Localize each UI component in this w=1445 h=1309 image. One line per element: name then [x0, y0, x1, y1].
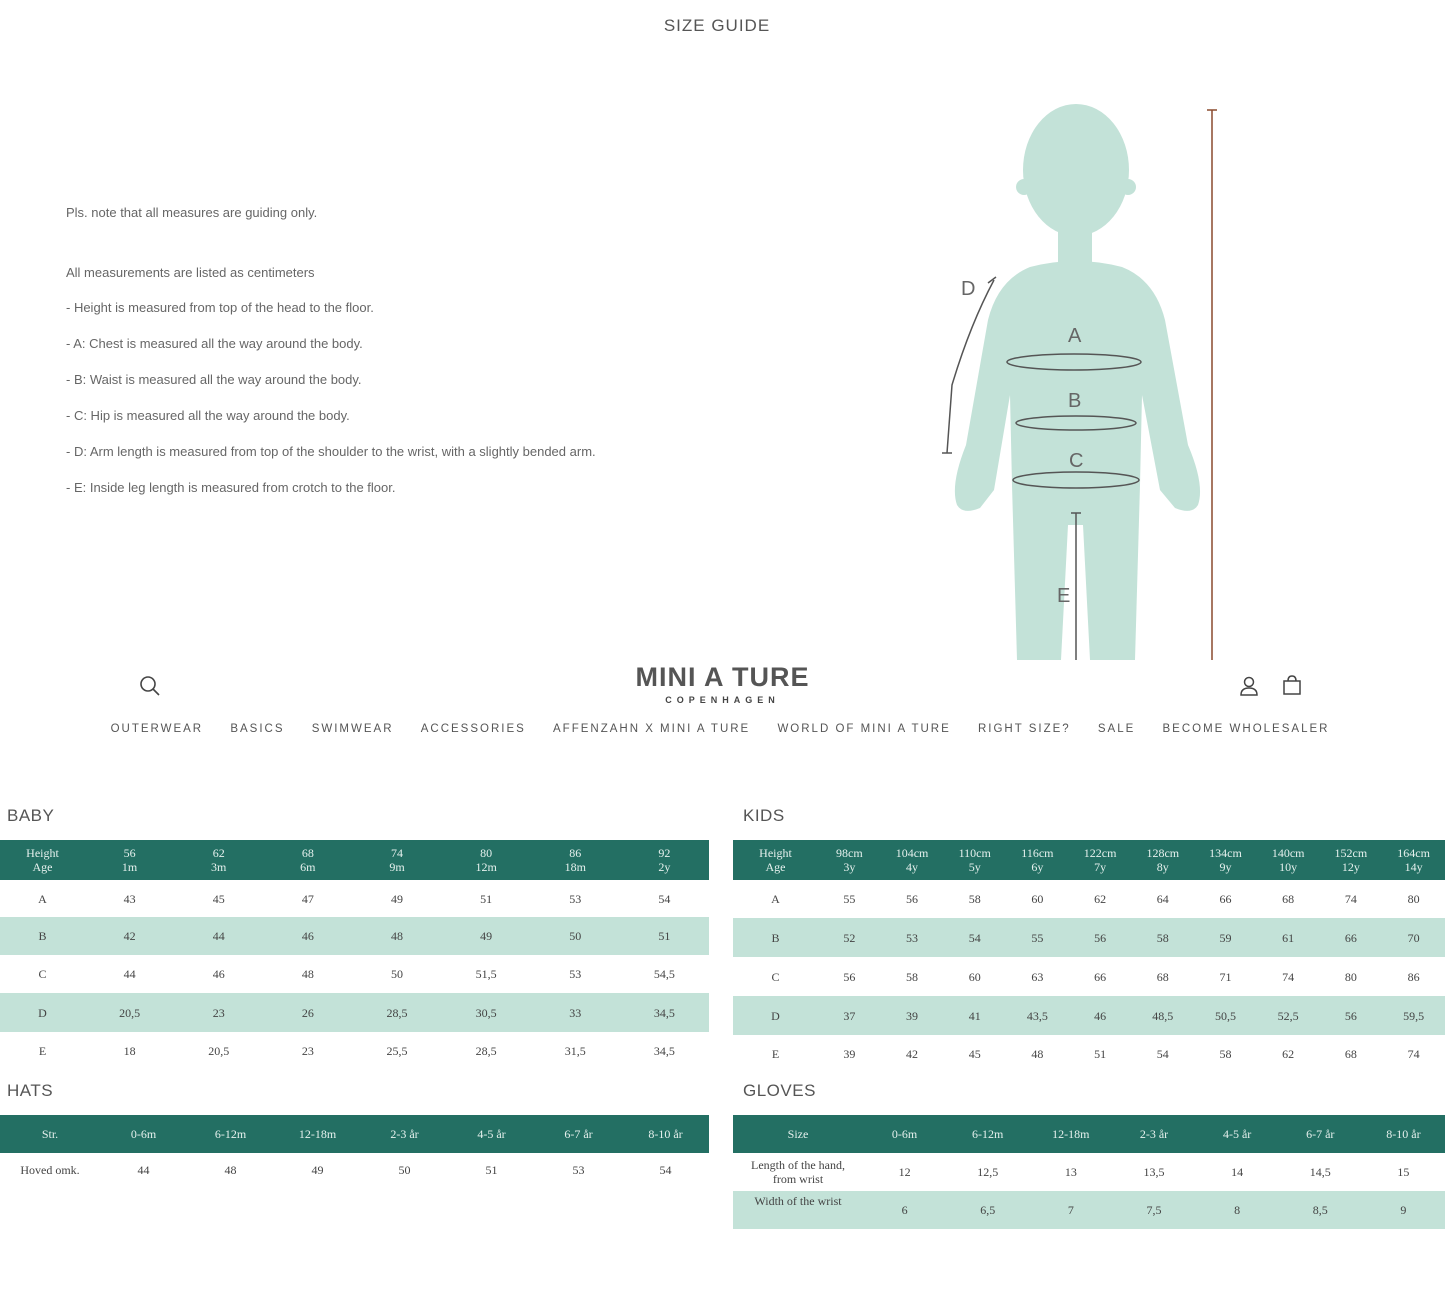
- page-title: SIZE GUIDE: [663, 16, 771, 35]
- header-cell: 12-18m: [1029, 1115, 1112, 1153]
- header-cell: 8-10 år: [622, 1115, 709, 1153]
- cell: 42: [85, 917, 174, 955]
- table-row: [0, 880, 709, 917]
- cell: 50: [531, 917, 620, 955]
- header-cell: 116cm 6y: [1006, 840, 1069, 880]
- label-a: A: [1068, 325, 1082, 347]
- cell: 59: [1194, 918, 1257, 957]
- label-e: E: [1057, 585, 1071, 607]
- cell: 12,5: [977, 1165, 999, 1179]
- cell: 45: [968, 1047, 981, 1061]
- cell: 54: [943, 918, 1006, 957]
- cell: 51: [485, 1163, 498, 1177]
- cell: 59,5: [1382, 996, 1445, 1035]
- cell: 55: [1006, 918, 1069, 957]
- body-measurement-figure: [930, 95, 1250, 665]
- note-waist: - B: Waist is measured all the way around the body.: [66, 372, 362, 387]
- header-cell: 68 6m: [263, 840, 352, 880]
- header-cell: 134cm 9y: [1194, 840, 1257, 880]
- cell: 45: [212, 891, 225, 906]
- cell: 66: [1320, 918, 1383, 957]
- cell: 47: [301, 891, 314, 906]
- cell: Hoved omk.: [20, 1163, 80, 1177]
- user-icon[interactable]: [1238, 675, 1260, 697]
- hats-title: HATS: [7, 1081, 54, 1100]
- baby-title: BABY: [7, 806, 55, 825]
- cell: 42: [906, 1047, 919, 1061]
- cell: 58: [906, 969, 919, 984]
- label-d: D: [961, 278, 976, 300]
- cell: 43: [123, 891, 136, 906]
- header-cell: 56 1m: [85, 840, 174, 880]
- header-cell: Height Age: [0, 840, 85, 880]
- table-row: [733, 1035, 1445, 1073]
- cell: 30,5: [442, 993, 531, 1032]
- cell: 63: [1031, 969, 1044, 984]
- table-row: [0, 917, 709, 955]
- cell: 52: [818, 918, 881, 957]
- cell: 51: [480, 891, 493, 906]
- brand-sub: COPENHAGEN: [665, 695, 780, 705]
- cell: 54: [658, 891, 671, 906]
- nav-basics[interactable]: BASICS: [230, 723, 285, 735]
- site-header: [0, 660, 1434, 752]
- cell: 58: [968, 892, 981, 906]
- cell: 48: [301, 967, 314, 981]
- cell: 58: [1131, 918, 1194, 957]
- table-header-row: [0, 1115, 709, 1153]
- cell: 71: [1219, 969, 1232, 984]
- cell: 34,5: [653, 1044, 675, 1058]
- table-row: [0, 993, 709, 1032]
- cell: 56: [906, 892, 919, 906]
- cell: B: [0, 917, 85, 955]
- table-row: [733, 918, 1445, 957]
- header-cell: 8-10 år: [1362, 1115, 1445, 1153]
- table-header-row: [0, 840, 709, 880]
- header-cell: 98cm 3y: [818, 840, 881, 880]
- cell: 7,5: [1112, 1191, 1195, 1229]
- cell: 39: [881, 996, 944, 1035]
- cell: 68: [1344, 1047, 1357, 1061]
- cell: 20,5: [208, 1044, 230, 1058]
- note-arm: - D: Arm length is measured from top of the shoulder to the wrist, with a slightly bended arm.: [66, 444, 596, 459]
- cell: 60: [968, 969, 981, 984]
- header-cell: 104cm 4y: [881, 840, 944, 880]
- nav-sale[interactable]: SALE: [1097, 723, 1136, 735]
- table-row: [733, 1191, 1445, 1229]
- cell: 44: [137, 1163, 150, 1177]
- cell: 52,5: [1257, 996, 1320, 1035]
- nav-affenzahn[interactable]: AFFENZAHN X MINI A TURE: [553, 723, 751, 735]
- cell: 62: [1282, 1047, 1295, 1061]
- header-cell: 0-6m: [863, 1115, 946, 1153]
- cell: 55: [843, 892, 856, 906]
- cell: A: [38, 891, 47, 906]
- cell: 6: [863, 1191, 946, 1229]
- cell: 6,5: [946, 1191, 1029, 1229]
- cell: 28,5: [352, 993, 441, 1032]
- cell: 25,5: [386, 1044, 408, 1058]
- cell: Width of the wrist: [733, 1191, 863, 1229]
- header-cell: 4-5 år: [1196, 1115, 1279, 1153]
- cell: 58: [1219, 1047, 1232, 1061]
- header-cell: 2-3 år: [361, 1115, 448, 1153]
- table-row: [733, 957, 1445, 996]
- header-cell: 0-6m: [100, 1115, 187, 1153]
- cell: 41: [943, 996, 1006, 1035]
- header-cell: 164cm 14y: [1382, 840, 1445, 880]
- cell: C: [771, 969, 780, 984]
- header-cell: 92 2y: [620, 840, 709, 880]
- cell: 68: [1156, 969, 1169, 984]
- cell: 13,5: [1143, 1165, 1165, 1179]
- cell: 26: [263, 993, 352, 1032]
- cell: 80: [1344, 969, 1357, 984]
- header-cell: 2-3 år: [1112, 1115, 1195, 1153]
- header-cell: 128cm 8y: [1131, 840, 1194, 880]
- cell: 60: [1031, 892, 1044, 906]
- header-cell: 152cm 12y: [1320, 840, 1383, 880]
- table-header-row: [733, 1115, 1445, 1153]
- gloves-size-table: [733, 1115, 1445, 1229]
- cell: 48: [1031, 1047, 1044, 1061]
- note-guiding: Pls. note that all measures are guiding only.: [66, 205, 318, 220]
- header-cell: 62 3m: [174, 840, 263, 880]
- cell: D: [733, 996, 818, 1035]
- header-cell: 122cm 7y: [1069, 840, 1132, 880]
- cell: 56: [843, 969, 856, 984]
- header-cell: 74 9m: [352, 840, 441, 880]
- cell: 13: [1064, 1165, 1077, 1179]
- label-c: C: [1069, 450, 1084, 472]
- nav-wholesaler[interactable]: BECOME WHOLESALER: [1162, 723, 1330, 735]
- cell: 56: [1320, 996, 1383, 1035]
- header-cell: 140cm 10y: [1257, 840, 1320, 880]
- cell: 50,5: [1194, 996, 1257, 1035]
- cell: 49: [442, 917, 531, 955]
- cell: 50: [390, 967, 403, 981]
- table-row: [733, 996, 1445, 1035]
- cell: 68: [1282, 892, 1295, 906]
- hats-size-table: [0, 1115, 709, 1187]
- cell: 23: [301, 1044, 314, 1058]
- header-cell: 6-12m: [946, 1115, 1029, 1153]
- cell: 14: [1231, 1165, 1244, 1179]
- cell: B: [733, 918, 818, 957]
- cell: 23: [174, 993, 263, 1032]
- cell: 7: [1029, 1191, 1112, 1229]
- table-header-row: [733, 840, 1445, 880]
- cell: 53: [569, 967, 582, 981]
- note-height: - Height is measured from top of the head to the floor.: [66, 300, 374, 315]
- cell: 70: [1382, 918, 1445, 957]
- cell: 74: [1282, 969, 1295, 984]
- cell: E: [38, 1044, 47, 1058]
- header-cell: 6-7 år: [535, 1115, 622, 1153]
- cell: 61: [1257, 918, 1320, 957]
- cell: Length of the hand, from wrist: [751, 1158, 845, 1186]
- cell: 15: [1397, 1165, 1410, 1179]
- cell: 66: [1094, 969, 1107, 984]
- cell: 74: [1407, 1047, 1420, 1061]
- cell: 51: [620, 917, 709, 955]
- cell: 53: [572, 1163, 585, 1177]
- cell: 31,5: [564, 1044, 586, 1058]
- cell: 64: [1156, 892, 1169, 906]
- header-cell: 6-12m: [187, 1115, 274, 1153]
- cell: 49: [311, 1163, 324, 1177]
- note-chest: - A: Chest is measured all the way around the body.: [66, 336, 363, 351]
- cell: 37: [818, 996, 881, 1035]
- cell: 56: [1069, 918, 1132, 957]
- shopping-bag-icon[interactable]: [1281, 674, 1303, 696]
- nav-swimwear[interactable]: SWIMWEAR: [311, 723, 394, 735]
- cell: 48: [224, 1163, 237, 1177]
- cell: 28,5: [475, 1044, 497, 1058]
- nav-world[interactable]: WORLD OF MINI A TURE: [777, 723, 951, 735]
- cell: 8: [1196, 1191, 1279, 1229]
- cell: 54,5: [653, 967, 675, 981]
- cell: 46: [263, 917, 352, 955]
- header-cell: 12-18m: [274, 1115, 361, 1153]
- header-cell: 80 12m: [442, 840, 531, 880]
- header-cell: 110cm 5y: [943, 840, 1006, 880]
- cell: C: [38, 967, 47, 981]
- cell: 46: [212, 967, 225, 981]
- cell: 50: [398, 1163, 411, 1177]
- brand-logo[interactable]: [0, 662, 1445, 705]
- table-row: [0, 955, 709, 993]
- note-hip: - C: Hip is measured all the way around the body.: [66, 408, 350, 423]
- table-row: [733, 880, 1445, 918]
- cell: 8,5: [1279, 1191, 1362, 1229]
- nav-right-size[interactable]: RIGHT SIZE?: [977, 723, 1071, 735]
- kids-size-table: [733, 840, 1445, 1073]
- cell: 53: [881, 918, 944, 957]
- cell: 53: [569, 891, 582, 906]
- cell: E: [771, 1047, 780, 1061]
- note-units: All measurements are listed as centimeters: [66, 265, 315, 280]
- table-row: [0, 1032, 709, 1070]
- cell: 48: [352, 917, 441, 955]
- header-cell: 86 18m: [531, 840, 620, 880]
- cell: 12: [898, 1165, 911, 1179]
- table-row: [733, 1153, 1445, 1191]
- cell: 39: [843, 1047, 856, 1061]
- cell: 48,5: [1131, 996, 1194, 1035]
- cell: 34,5: [620, 993, 709, 1032]
- cell: 20,5: [85, 993, 174, 1032]
- brand-name: MINI A TURE: [635, 662, 810, 692]
- cell: 43,5: [1006, 996, 1069, 1035]
- cell: 51: [1094, 1047, 1107, 1061]
- gloves-title: GLOVES: [743, 1081, 816, 1100]
- cell: 54: [659, 1163, 672, 1177]
- header-cell: Height Age: [733, 840, 818, 880]
- cell: 18: [123, 1044, 136, 1058]
- cell: 46: [1069, 996, 1132, 1035]
- cell: 74: [1344, 892, 1357, 906]
- header-cell: 6-7 år: [1279, 1115, 1362, 1153]
- header-cell: 4-5 år: [448, 1115, 535, 1153]
- note-leg: - E: Inside leg length is measured from crotch to the floor.: [66, 480, 396, 495]
- kids-title: KIDS: [743, 806, 785, 825]
- cell: 14,5: [1309, 1165, 1331, 1179]
- cell: 44: [123, 967, 136, 981]
- cell: A: [771, 892, 780, 906]
- header-cell: Size: [733, 1115, 863, 1153]
- cell: 86: [1407, 969, 1420, 984]
- cell: 54: [1156, 1047, 1169, 1061]
- header-cell: Str.: [0, 1115, 100, 1153]
- cell: 9: [1362, 1191, 1445, 1229]
- cell: 49: [390, 891, 403, 906]
- cell: 62: [1094, 892, 1107, 906]
- label-b: B: [1068, 390, 1082, 412]
- main-nav: [0, 723, 1440, 735]
- child-silhouette-illustration: [930, 95, 1250, 665]
- table-row: [0, 1153, 709, 1187]
- cell: 44: [174, 917, 263, 955]
- cell: D: [0, 993, 85, 1032]
- baby-size-table: [0, 840, 709, 1070]
- nav-outerwear[interactable]: OUTERWEAR: [110, 723, 204, 735]
- cell: 51,5: [475, 967, 497, 981]
- cell: 80: [1407, 892, 1420, 906]
- nav-accessories[interactable]: ACCESSORIES: [420, 723, 526, 735]
- cell: 66: [1219, 892, 1232, 906]
- cell: 33: [531, 993, 620, 1032]
